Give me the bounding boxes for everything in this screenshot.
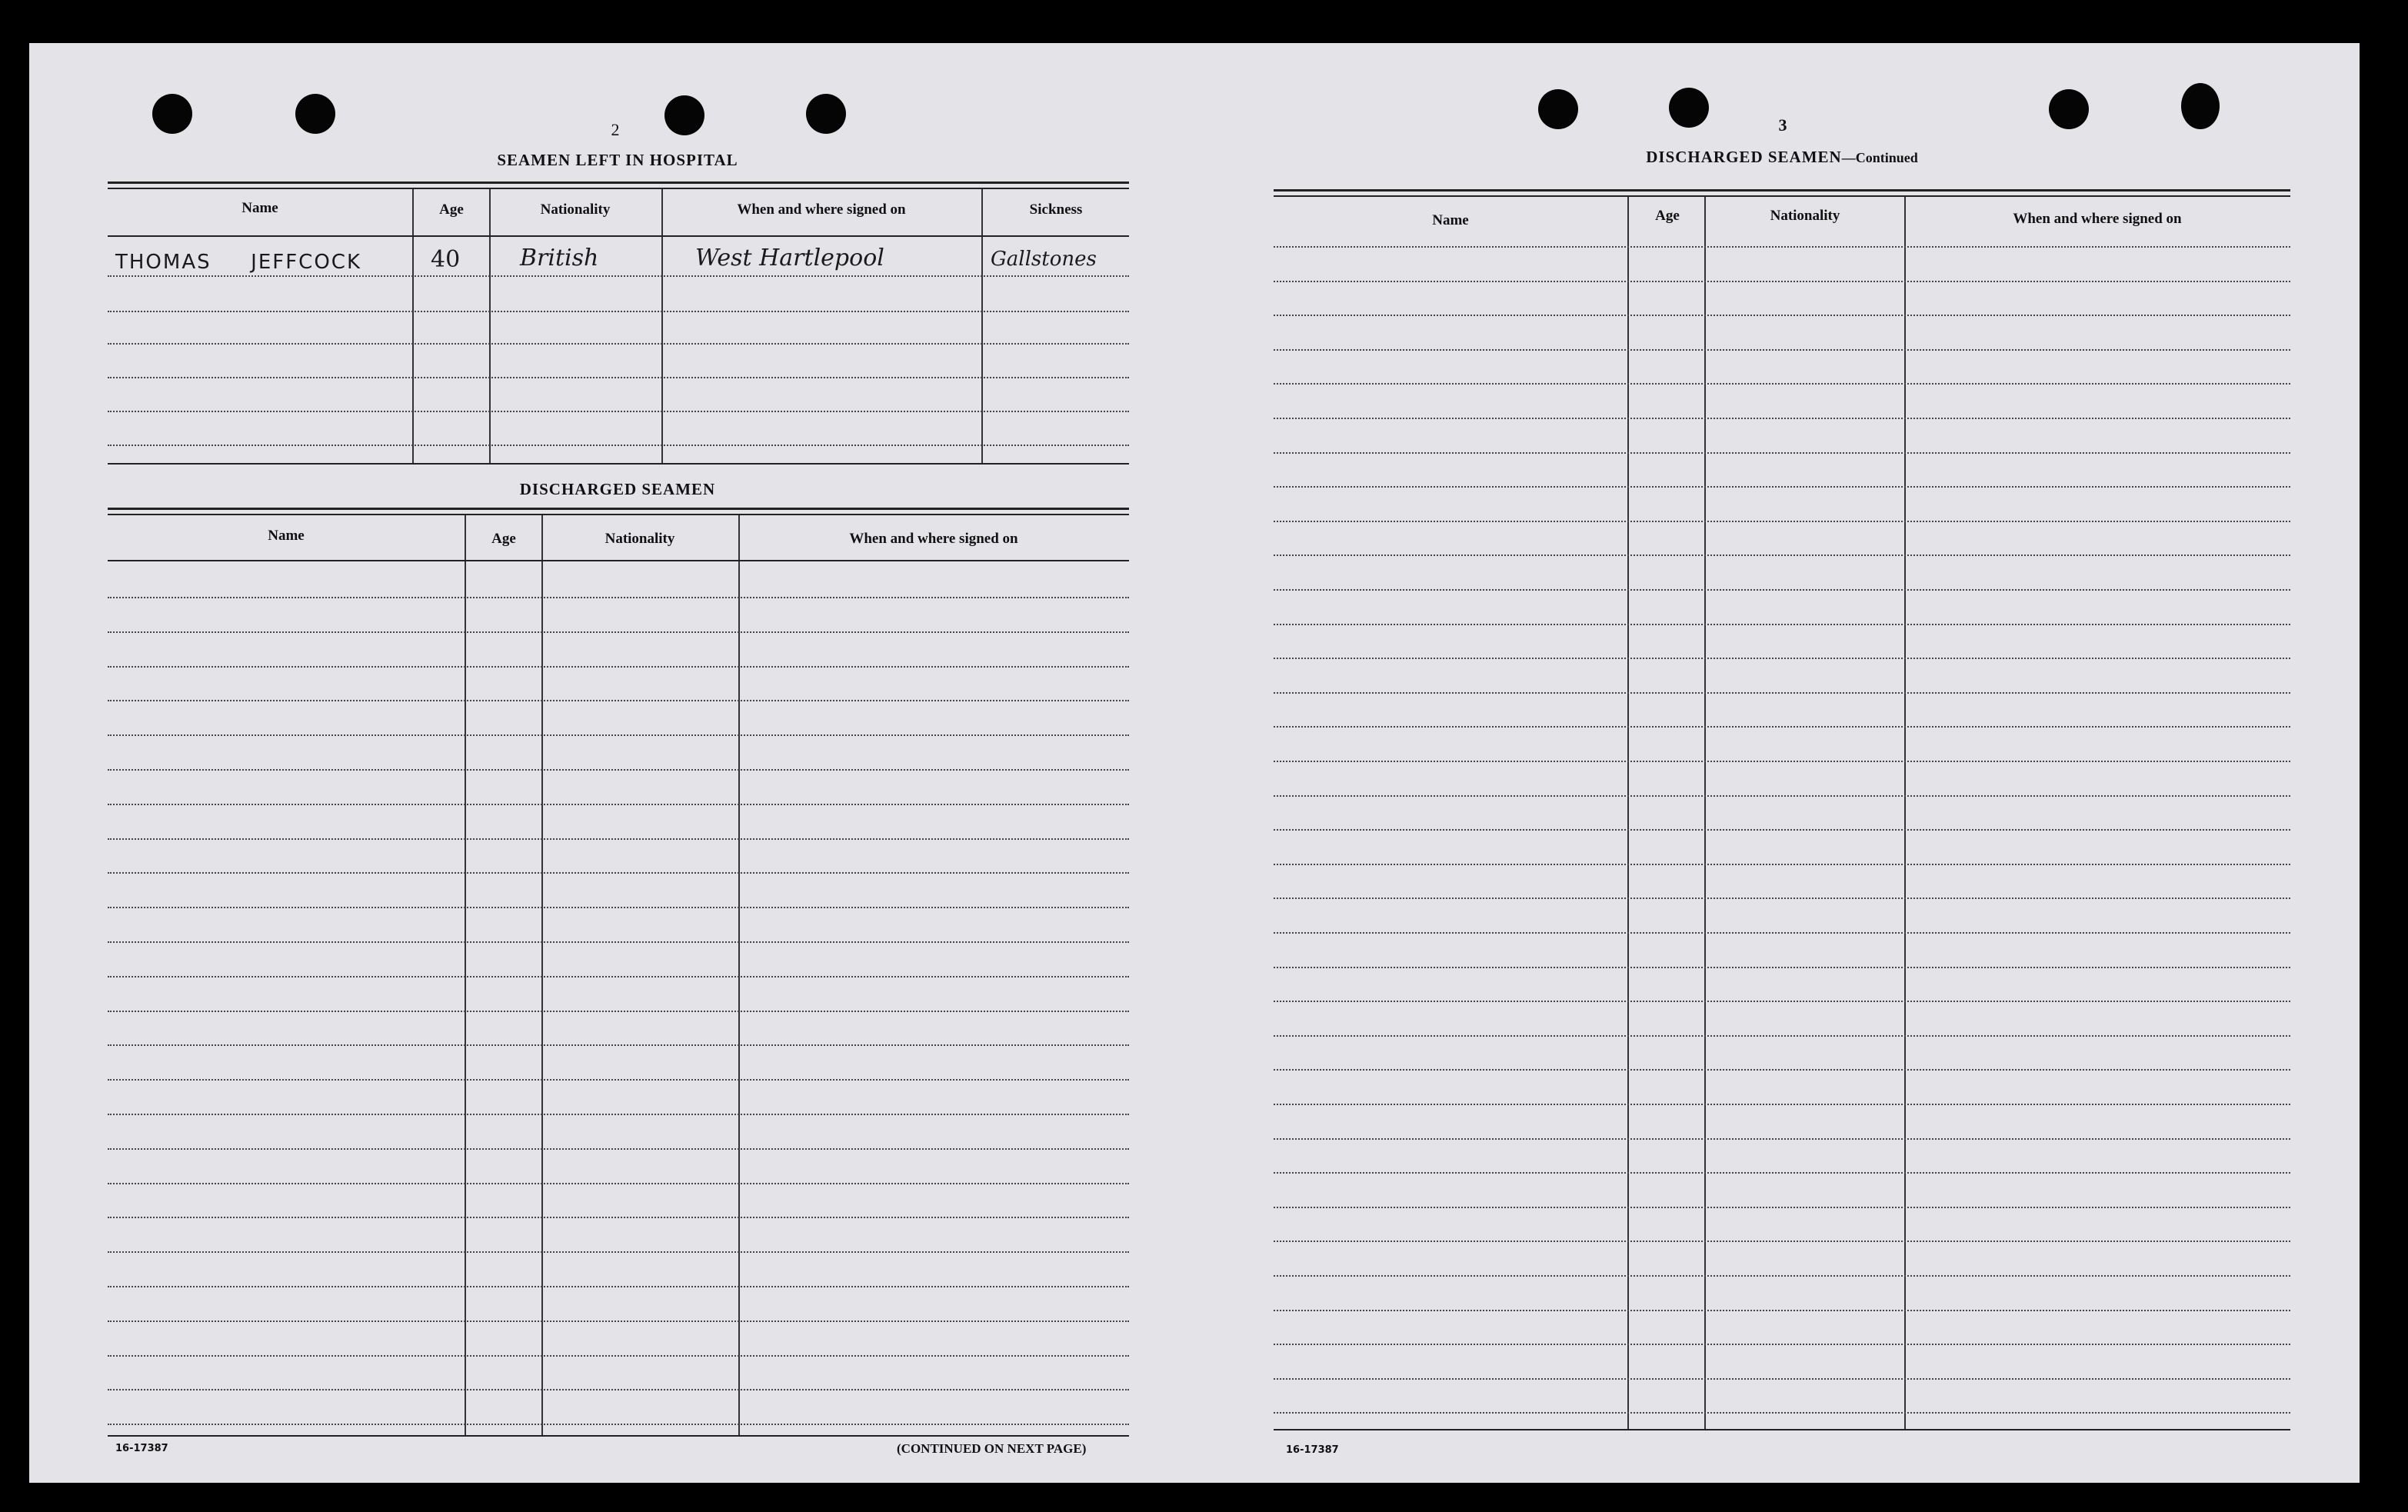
punch-hole <box>152 94 192 134</box>
row-line <box>108 872 1129 874</box>
row-line <box>1274 1412 2290 1414</box>
row-line <box>1274 1275 2290 1277</box>
row-line <box>108 411 1129 412</box>
column-header-name: Name <box>241 200 278 216</box>
column-header-age: Age <box>1655 208 1680 224</box>
row-line <box>1274 349 2290 351</box>
column-header-signed-on: When and where signed on <box>737 201 906 218</box>
title-main: DISCHARGED SEAMEN <box>1646 148 1842 166</box>
row-line <box>1274 418 2290 419</box>
row-line <box>108 597 1129 598</box>
row-line <box>1274 1378 2290 1380</box>
row-line <box>108 734 1129 736</box>
column-header-name: Name <box>268 528 305 544</box>
manifest-sheet <box>29 43 2360 1483</box>
row-line <box>1274 1138 2290 1140</box>
column-header-sickness: Sickness <box>1029 201 1083 218</box>
row-line <box>1274 726 2290 728</box>
hospital-entry-signed-on: West Hartlepool <box>695 245 884 271</box>
row-line <box>1274 1241 2290 1242</box>
punch-hole <box>2181 83 2220 129</box>
row-line <box>108 1114 1129 1115</box>
row-line <box>1274 692 2290 694</box>
row-line <box>1274 1344 2290 1345</box>
row-line <box>1274 246 2290 248</box>
hospital-entry-nationality: British <box>520 245 599 271</box>
row-line <box>108 445 1129 446</box>
row-line <box>1274 555 2290 556</box>
row-line <box>1274 932 2290 934</box>
column-header-nationality: Nationality <box>1770 208 1840 224</box>
punch-hole <box>2049 89 2089 129</box>
row-line <box>108 1011 1129 1012</box>
row-line <box>108 1321 1129 1322</box>
page-number: 2 <box>611 120 620 139</box>
row-line <box>108 769 1129 771</box>
row-line <box>1274 1310 2290 1311</box>
hospital-entry-sickness: Gallstones <box>991 248 1097 271</box>
punch-hole <box>1669 88 1709 128</box>
row-line <box>1274 589 2290 591</box>
column-header-signed-on: When and where signed on <box>2013 211 2182 227</box>
column-header-nationality: Nationality <box>540 201 611 218</box>
row-line <box>1274 315 2290 316</box>
row-line <box>108 377 1129 378</box>
row-line <box>1274 795 2290 797</box>
column-header-age: Age <box>491 531 516 547</box>
row-line <box>108 631 1129 633</box>
row-line <box>1274 281 2290 282</box>
row-line <box>108 1251 1129 1253</box>
row-line <box>108 1148 1129 1150</box>
punch-hole <box>1538 89 1578 129</box>
row-line <box>1274 1001 2290 1002</box>
row-line <box>108 1355 1129 1357</box>
row-line <box>108 976 1129 977</box>
form-number: 16-17387 <box>115 1443 168 1454</box>
column-header-nationality: Nationality <box>604 531 675 547</box>
continued-note: (CONTINUED ON NEXT PAGE) <box>897 1441 1087 1456</box>
row-line <box>108 311 1129 312</box>
column-header-name: Name <box>1432 212 1469 228</box>
punch-hole <box>664 95 704 135</box>
hospital-section-title: SEAMEN LEFT IN HOSPITAL <box>497 151 738 169</box>
row-line <box>108 804 1129 805</box>
row-line <box>1274 624 2290 625</box>
page-number: 3 <box>1778 115 1787 135</box>
discharged-continued-title <box>1274 148 2290 167</box>
discharged-section-title: DISCHARGED SEAMEN <box>519 480 716 498</box>
hospital-entry-name <box>115 248 361 275</box>
hospital-entry-age: 40 <box>431 246 461 273</box>
row-line <box>108 1389 1129 1390</box>
title-suffix: —Continued <box>1841 150 1918 165</box>
row-line <box>1274 658 2290 659</box>
row-line <box>108 275 1129 277</box>
row-line <box>1274 1207 2290 1208</box>
row-line <box>1274 829 2290 831</box>
row-line <box>108 1424 1129 1425</box>
row-line <box>108 1183 1129 1184</box>
row-line <box>108 1079 1129 1081</box>
form-number: 16-17387 <box>1286 1444 1339 1456</box>
row-line <box>108 1044 1129 1046</box>
seaman-first-name: THOMAS <box>115 251 211 274</box>
column-header-age: Age <box>439 201 464 218</box>
row-line <box>1274 1104 2290 1105</box>
row-line <box>1274 967 2290 968</box>
row-line <box>1274 383 2290 385</box>
row-line <box>1274 452 2290 454</box>
row-line <box>1274 1069 2290 1071</box>
row-line <box>108 838 1129 840</box>
row-line <box>108 1286 1129 1287</box>
row-line <box>1274 1172 2290 1174</box>
row-line <box>1274 1035 2290 1037</box>
column-header-signed-on: When and where signed on <box>849 531 1018 547</box>
punch-hole <box>295 94 335 134</box>
row-line <box>108 343 1129 345</box>
row-line <box>108 941 1129 943</box>
row-line <box>1274 521 2290 522</box>
row-line <box>108 907 1129 908</box>
row-line <box>1274 761 2290 762</box>
row-line <box>1274 898 2290 899</box>
punch-hole <box>806 94 846 134</box>
seaman-last-name: JEFFCOCK <box>251 251 362 274</box>
row-line <box>108 666 1129 668</box>
row-line <box>108 700 1129 701</box>
row-line <box>1274 486 2290 488</box>
row-line <box>108 1217 1129 1218</box>
row-line <box>1274 864 2290 865</box>
